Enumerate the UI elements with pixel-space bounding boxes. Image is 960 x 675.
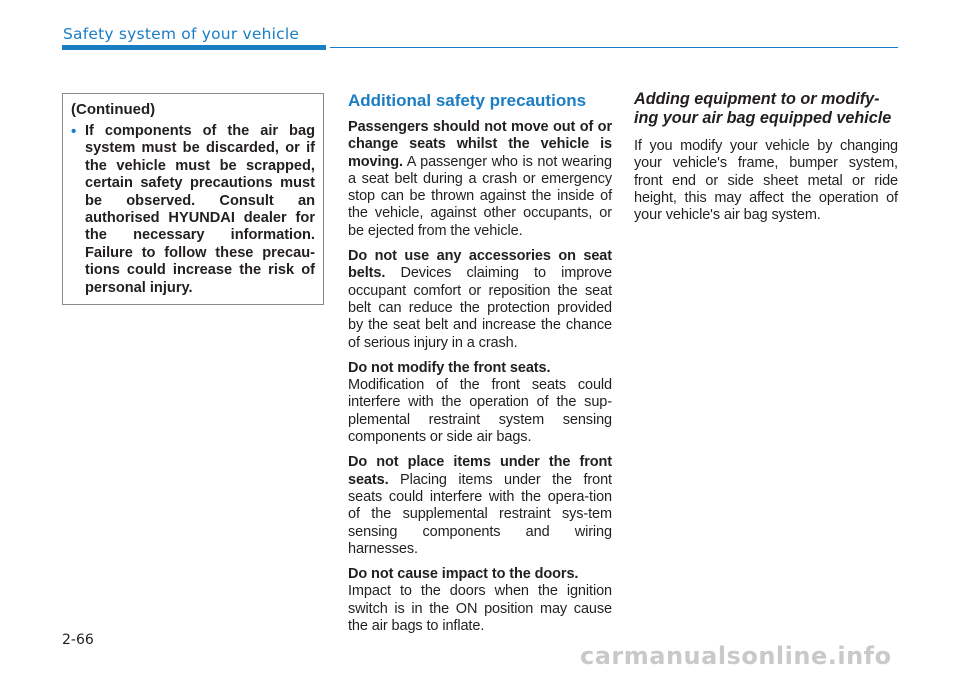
header-rule-thick: [62, 45, 326, 50]
paragraph-body: Devices claiming to improve occupant comfort or reposition the seat belt can reduce the protection provided by the seat belt and increase the chance of serious injury in a crash.: [348, 265, 612, 351]
paragraph-doors: [348, 566, 612, 635]
paragraph-accessories: [348, 248, 612, 352]
subsection-heading: Adding equipment to or modify-ing your air bag equipped vehicle: [634, 90, 892, 127]
warning-box: [62, 93, 324, 305]
warning-bullet-text: If components of the air bag system must be discarded, or if the vehicle must be scrapped, certain safety precautions must be observed. Consult an authorised HYUNDAI dealer for the necessary information. Failure to follow these precau-tions could increase the risk of personal injury.: [85, 123, 315, 296]
paragraph-lead: Do not place items under the front seats.: [348, 454, 612, 488]
paragraph-lead: Do not modify the front seats.: [348, 359, 551, 376]
page-number: 2-66: [62, 632, 94, 648]
paragraph-items-under-seats: [348, 454, 612, 558]
paragraph-passengers: [348, 119, 612, 240]
paragraph-body: Placing items under the front seats could interfere with the opera-tion of the supplemental restraint sys-tem sensing components and wiring harnesses.: [348, 471, 612, 557]
paragraph-lead: Do not cause impact to the doors.: [348, 566, 579, 583]
warning-bullet-item: [71, 123, 315, 297]
header-rule-thin: [330, 47, 898, 48]
section-heading: Additional safety precautions: [348, 91, 587, 110]
paragraph-body: A passenger who is not wearing a seat belt during a crash or emergency stop can be thrown against the inside of the vehicle, against other occupants, or be ejected from the vehicle.: [348, 153, 612, 239]
paragraph-lead: Do not use any accessories on seat belts.: [348, 248, 612, 282]
paragraph-front-seats: [348, 360, 612, 446]
bullet-dot-icon: •: [71, 123, 77, 140]
right-column: [634, 90, 898, 232]
paragraph-body: Impact to the doors when the ignition switch is in the ON position may cause the air bags to inflate.: [348, 583, 612, 635]
warning-continued-label: (Continued): [71, 101, 156, 118]
paragraph-lead: Passengers should not move out of or change seats whilst the vehicle is moving.: [348, 119, 612, 170]
section-header-title: Safety system of your vehicle: [63, 25, 300, 43]
middle-column: [348, 90, 612, 643]
paragraph-modify-vehicle: If you modify your vehicle by changing your vehicle's frame, bumper system, front end or side sheet metal or ride height, this may affect the operation of your vehicle's air bag system.: [634, 138, 898, 224]
paragraph-body: Modification of the front seats could interfere with the operation of the sup-plemental restraint system sensing components or side air bags.: [348, 377, 612, 446]
watermark-text: carmanualsonline.info: [580, 642, 892, 670]
